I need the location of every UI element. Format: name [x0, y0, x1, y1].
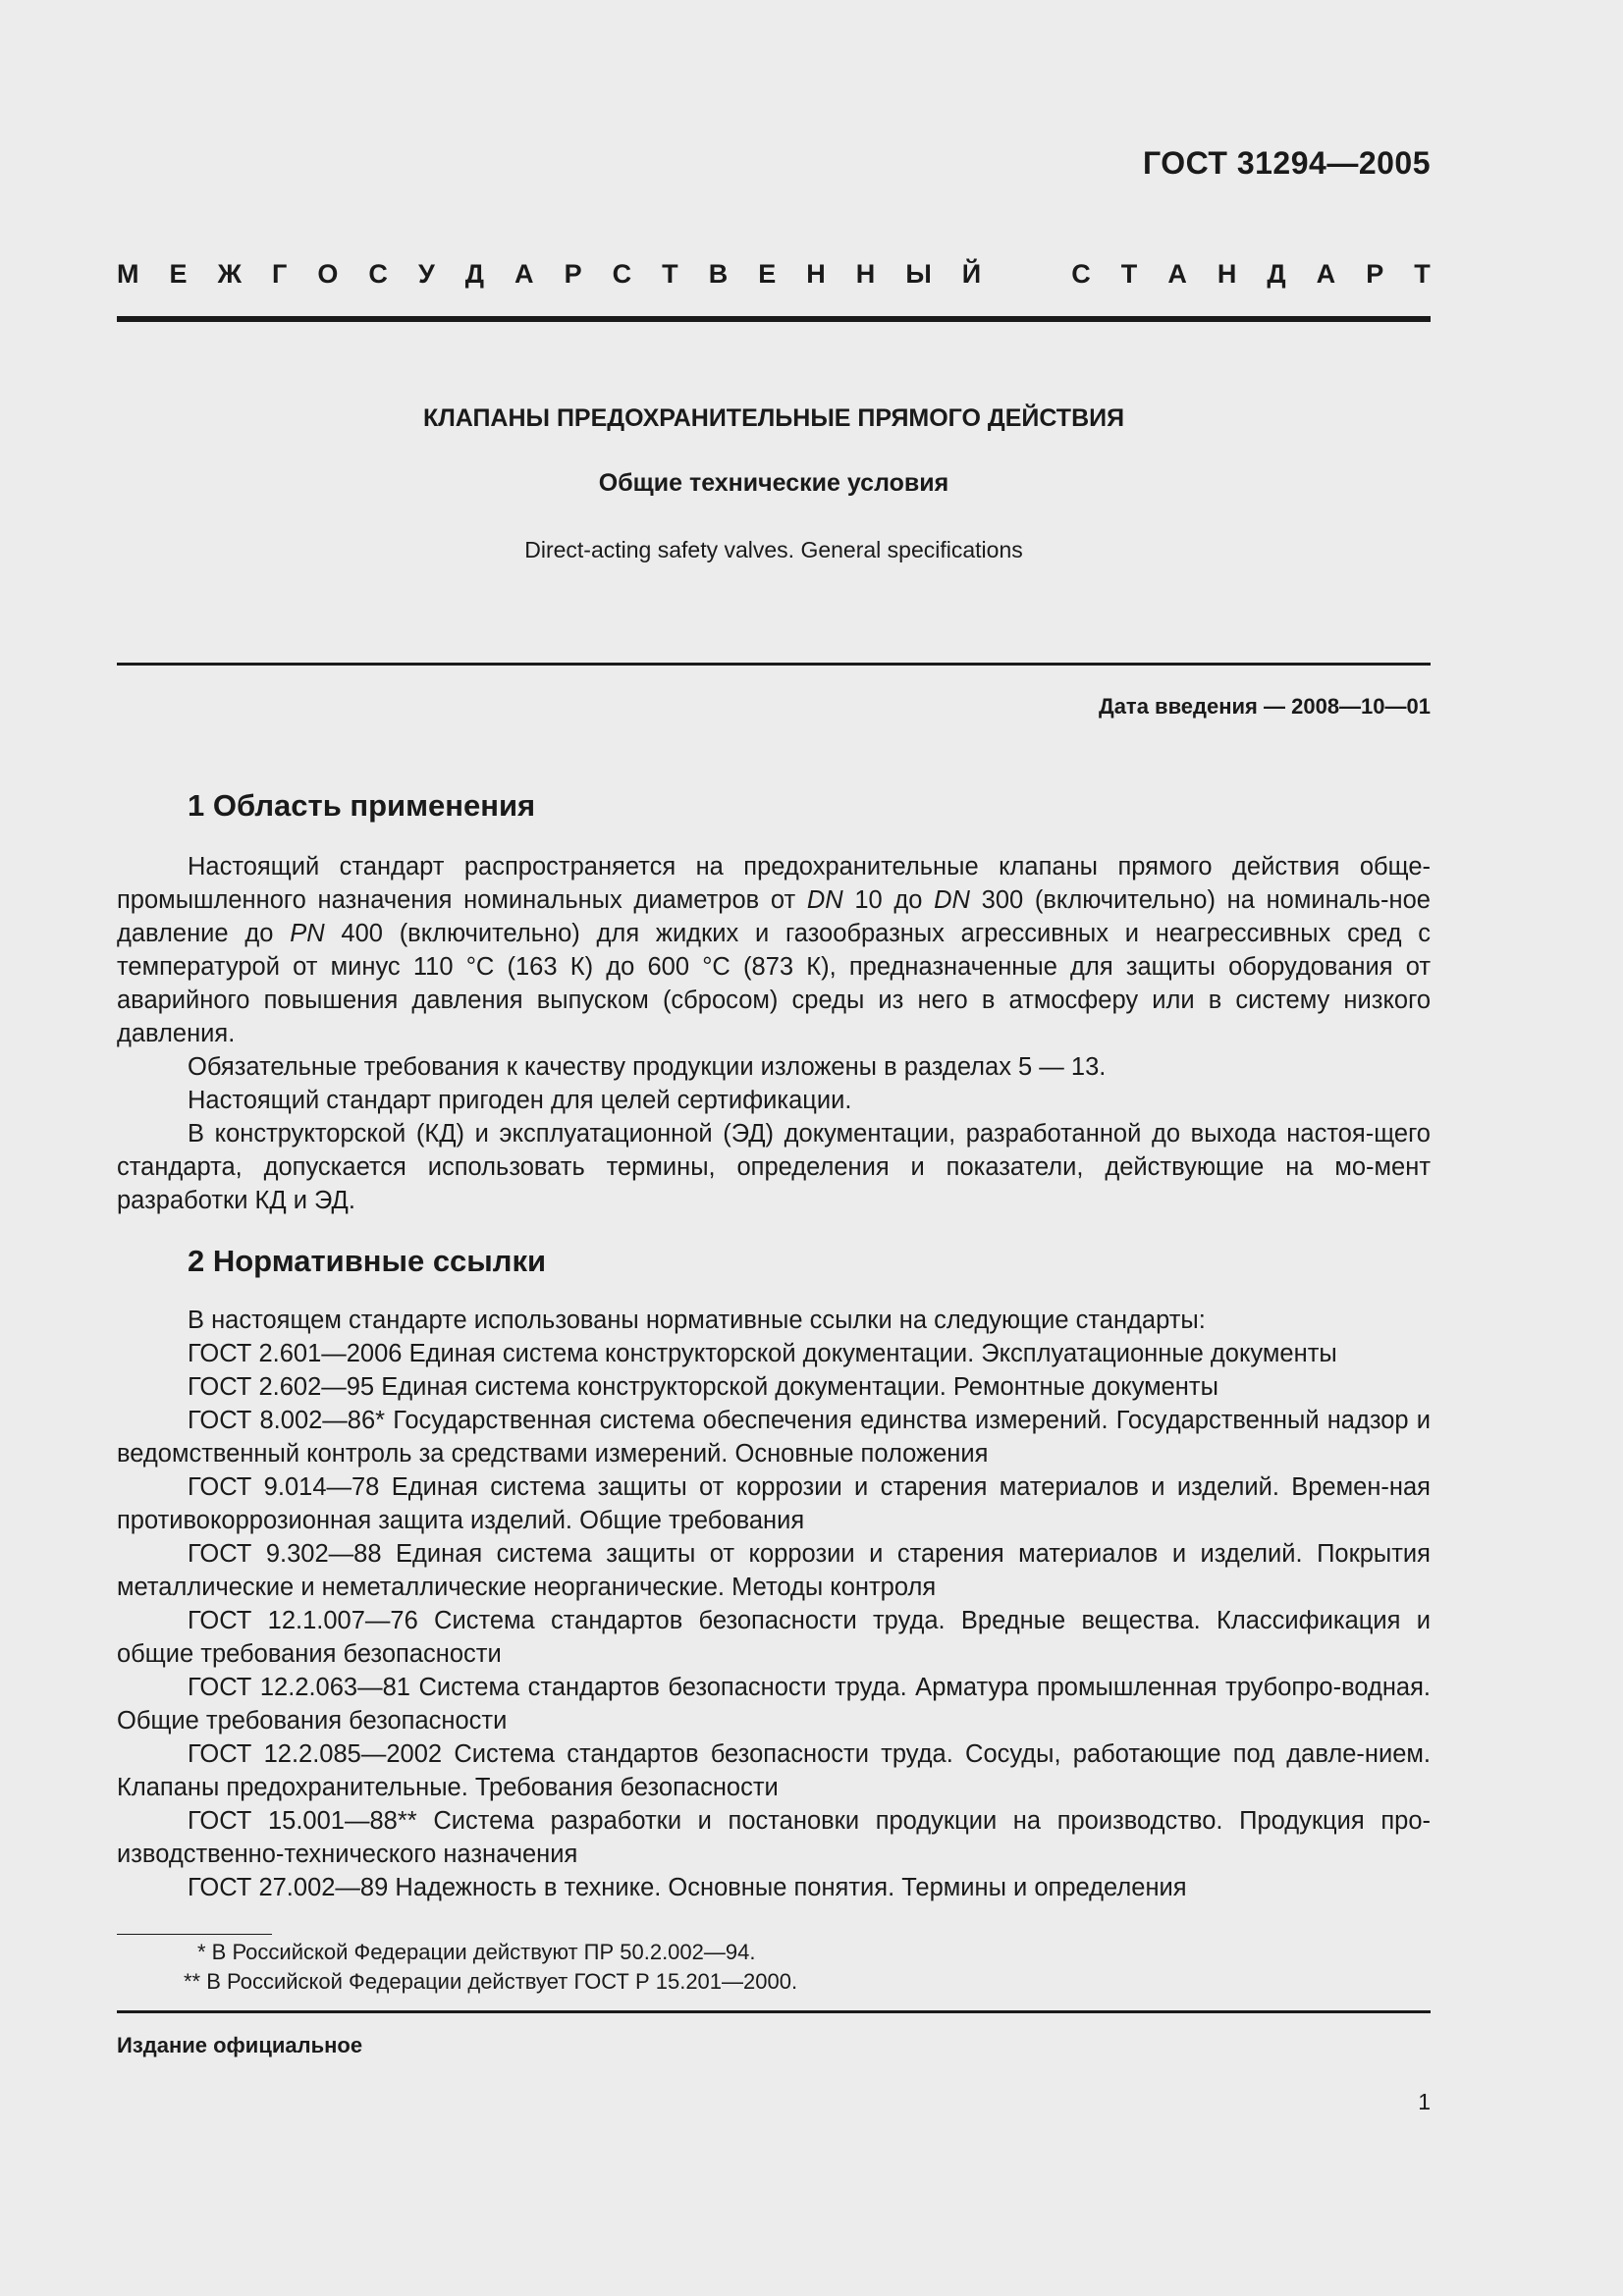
banner-letter: Д: [1267, 259, 1286, 289]
banner-letter: Г: [272, 259, 288, 289]
official-edition-label: Издание официальное: [117, 2033, 363, 2057]
document-number: ГОСТ 31294—2005: [1142, 145, 1431, 181]
normative-reference: [117, 1737, 1431, 1804]
normative-reference: [117, 1337, 1431, 1370]
reference-code: ГОСТ 2.601—2006: [188, 1340, 403, 1367]
reference-title: Система стандартов безопасности труда. Вредные вещества. Классификация и общие требования безопасности: [117, 1607, 1431, 1668]
section-1-paragraph: [117, 850, 1431, 1050]
section-1-paragraph: Настоящий стандарт пригоден для целей сертификации.: [188, 1087, 852, 1114]
banner-letter: Р: [564, 259, 582, 289]
text-run: 400 (включительно) для жидких и газообразных агрессивных и неагрессивных сред с температурой от минус 110 °С (163 К) до 600 °С (873 К), предназначенные для защиты оборудования от аварийного повышения давления выпуском (сбросом) среды из него в атмосферу или в систему низкого давления.: [117, 920, 1432, 1047]
italic-term: DN: [806, 886, 843, 914]
reference-code: ГОСТ 12.1.007—76: [188, 1607, 418, 1634]
title-rule: [117, 663, 1431, 666]
banner-letter: Р: [1366, 259, 1384, 289]
footnote-separator: [117, 1934, 272, 1935]
banner-letter: Й: [961, 259, 982, 289]
reference-title: Государственная система обеспечения единства измерений. Государственный надзор и ведомственный контроль за средствами измерений. Основные положения: [117, 1407, 1432, 1468]
text-run: 10 до: [842, 886, 935, 914]
introduction-date: Дата введения — 2008—10—01: [1099, 694, 1431, 719]
section-2-intro: В настоящем стандарте использованы нормативные ссылки на следующие стандарты:: [188, 1307, 1206, 1334]
reference-title: Система разработки и постановки продукции на производство. Продукция про-изводственно-технического назначения: [117, 1807, 1431, 1868]
banner-letter: С: [1071, 259, 1091, 289]
banner-letter: Е: [169, 259, 188, 289]
normative-reference: [117, 1404, 1431, 1470]
italic-term: DN: [934, 886, 970, 914]
normative-reference: [117, 1470, 1431, 1537]
banner-letter: М: [117, 259, 139, 289]
footnotes: [117, 1938, 1431, 1997]
banner-letter: Е: [758, 259, 777, 289]
reference-title: Единая система защиты от коррозии и старения материалов и изделий. Времен-ная противокоррозионная защита изделий. Общие требования: [117, 1473, 1431, 1534]
banner-letter: А: [514, 259, 534, 289]
reference-code: ГОСТ 8.002—86*: [188, 1407, 386, 1434]
banner-letter: Ж: [217, 259, 242, 289]
footer-rule: [117, 2010, 1431, 2013]
banner-letter: А: [1167, 259, 1187, 289]
banner-letter: Д: [464, 259, 485, 289]
banner-letter: С: [368, 259, 388, 289]
banner-word-gap: [1011, 259, 1041, 290]
interstate-standard-banner: [117, 259, 1431, 290]
reference-title: Система стандартов безопасности труда. Арматура промышленная трубопро-водная. Общие требования безопасности: [117, 1674, 1431, 1735]
banner-letter: А: [1316, 259, 1336, 289]
text-run: Настоящий стандарт распространяется на предохранительные клапаны прямого действия обще-промышленного назначения номинальных диаметров от: [117, 853, 1431, 914]
reference-code: ГОСТ 9.014—78: [188, 1473, 380, 1501]
normative-reference: [117, 1370, 1431, 1404]
normative-reference: [117, 1537, 1431, 1604]
text-run: 300 (включительно) на номиналь-ное давление до: [117, 886, 1431, 947]
reference-title: Единая система конструкторской документации. Ремонтные документы: [381, 1373, 1218, 1401]
document-subtitle: Общие технические условия: [598, 469, 949, 497]
banner-letter: Н: [1217, 259, 1237, 289]
reference-title: Единая система конструкторской документации. Эксплуатационные документы: [408, 1340, 1337, 1367]
reference-title: Надежность в технике. Основные понятия. Термины и определения: [395, 1874, 1187, 1901]
reference-title: Единая система защиты от коррозии и старения материалов и изделий. Покрытия металлические и неметаллические неорганические. Методы контроля: [117, 1540, 1431, 1601]
reference-code: ГОСТ 9.302—88: [188, 1540, 382, 1568]
section-1-body: [117, 850, 1431, 1217]
page-number: 1: [1418, 2089, 1431, 2114]
banner-letter: С: [612, 259, 632, 289]
footnote: ** В Российской Федерации действует ГОСТ Р 15.201—2000.: [184, 1969, 798, 1994]
banner-letter: У: [417, 259, 435, 289]
banner-letter: Н: [806, 259, 826, 289]
normative-reference: [117, 1871, 1431, 1904]
banner-rule: [117, 316, 1431, 322]
section-1-paragraph: В конструкторской (КД) и эксплуатационной (ЭД) документации, разработанной до выхода настоя-щего стандарта, допускается использовать термины, определения и показатели, действующие на мо-мент разработки КД и ЭД.: [117, 1120, 1431, 1214]
banner-letter: Т: [1414, 259, 1431, 289]
normative-reference: [117, 1671, 1431, 1737]
section-1-paragraph: Обязательные требования к качеству продукции изложены в разделах 5 — 13.: [188, 1053, 1107, 1081]
reference-code: ГОСТ 2.602—95: [188, 1373, 375, 1401]
document-title: КЛАПАНЫ ПРЕДОХРАНИТЕЛЬНЫЕ ПРЯМОГО ДЕЙСТВИЯ: [422, 404, 1125, 432]
banner-letter: О: [317, 259, 339, 289]
section-2-body: [117, 1304, 1431, 1904]
section-2-heading: 2 Нормативные ссылки: [188, 1244, 547, 1278]
reference-code: ГОСТ 12.2.063—81: [188, 1674, 410, 1701]
banner-letter: Т: [662, 259, 678, 289]
banner-letter: Т: [1120, 259, 1138, 289]
reference-code: ГОСТ 27.002—89: [188, 1874, 389, 1901]
section-1-heading: 1 Область применения: [188, 788, 536, 823]
reference-code: ГОСТ 15.001—88**: [188, 1807, 417, 1835]
reference-code: ГОСТ 12.2.085—2002: [188, 1740, 443, 1768]
document-title-english: Direct-acting safety valves. General specifications: [524, 537, 1023, 562]
italic-term: PN: [290, 920, 325, 947]
banner-letter: Н: [855, 259, 876, 289]
footnote: * В Российской Федерации действуют ПР 50.2.002—94.: [197, 1940, 756, 1964]
reference-title: Система стандартов безопасности труда. Сосуды, работающие под давле-нием. Клапаны предохранительные. Требования безопасности: [117, 1740, 1431, 1801]
banner-letter: Ы: [905, 259, 932, 289]
normative-reference: [117, 1804, 1431, 1871]
normative-reference: [117, 1604, 1431, 1671]
banner-letter: В: [708, 259, 729, 289]
